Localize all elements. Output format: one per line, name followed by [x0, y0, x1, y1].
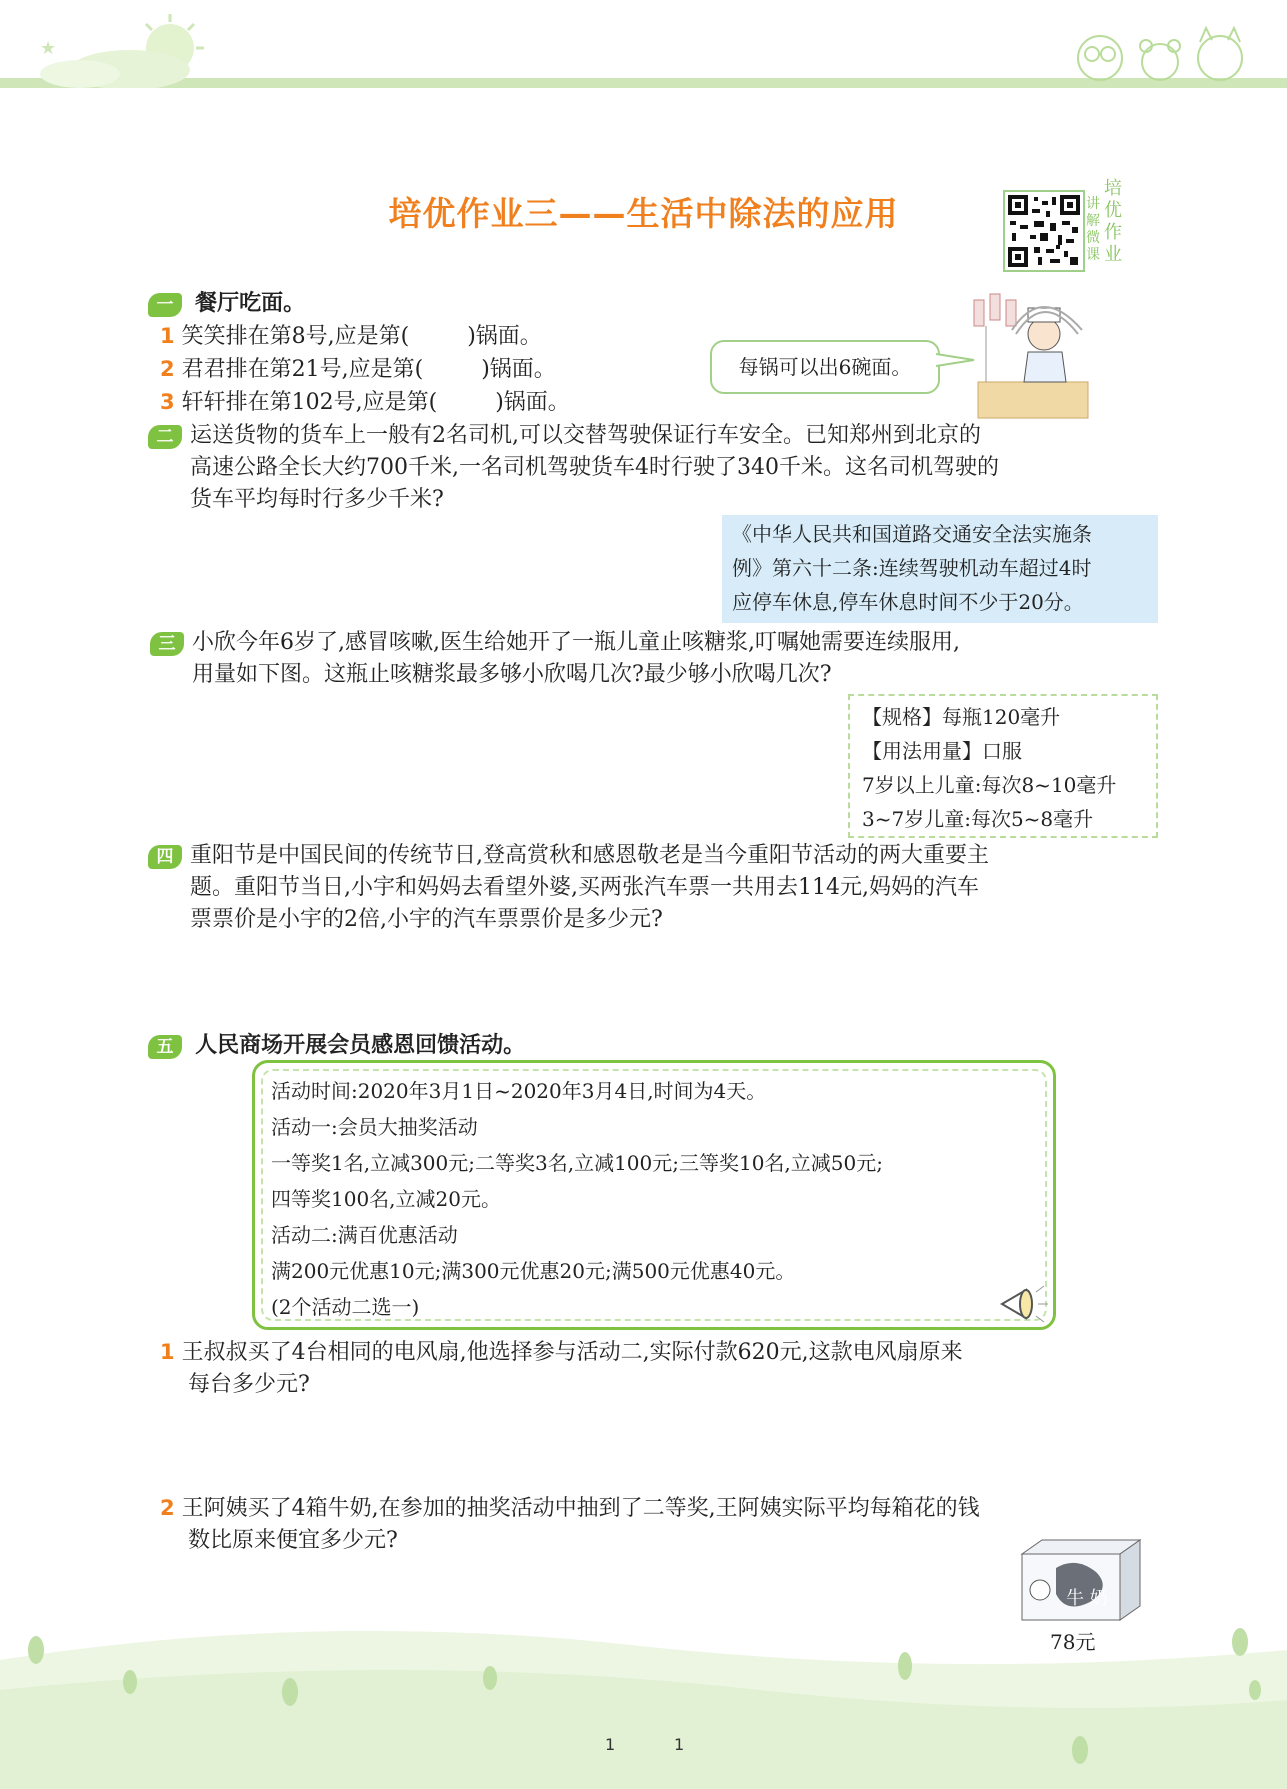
section-3-text [192, 627, 1172, 691]
svg-text:★: ★ [40, 38, 57, 59]
animals-decoration [1060, 14, 1260, 84]
item-text: )锅面。 [467, 324, 542, 349]
item-number: 2 [160, 357, 175, 381]
note-line: 《中华人民共和国道路交通安全法实施条 [732, 522, 1092, 546]
label-line: 3~7岁儿童:每次5~8毫升 [862, 807, 1094, 831]
promo-line: 活动一:会员大抽奖活动 [271, 1115, 478, 1139]
paragraph-line: 重阳节是中国民间的传统节日,登高赏秋和感恩敬老是当今重阳节活动的两大重要主 [190, 843, 989, 868]
item-number: 1 [160, 1340, 175, 1364]
paragraph-line: 高速公路全长大约700千米,一名司机驾驶货车4时行驶了340千米。这名司机驾驶的 [190, 455, 999, 480]
section-2-badge-wrap [148, 425, 182, 449]
section-title: 餐厅吃面。 [195, 291, 306, 316]
item-text: )锅面。 [495, 390, 570, 415]
section-5-header [148, 1028, 525, 1059]
item-number: 2 [160, 1496, 175, 1520]
promotion-text [271, 1073, 1037, 1325]
section-badge: 三 [150, 632, 184, 656]
paragraph-line: 王阿姨买了4箱牛奶,在参加的抽奖活动中抽到了二等奖,王阿姨实际平均每箱花的钱 [181, 1496, 980, 1521]
qr-subcaption-char: 解 [1086, 213, 1100, 229]
section-title: 人民商场开展会员感恩回馈活动。 [195, 1033, 526, 1058]
promo-line: 四等奖100名,立减20元。 [271, 1187, 501, 1211]
milk-label: 牛 奶 [1066, 1588, 1108, 1609]
promo-line: (2个活动二选一) [271, 1295, 420, 1319]
page-title: 培优作业三——生活中除法的应用 [388, 194, 899, 233]
qr-subcaption-char: 讲 [1086, 196, 1100, 212]
paragraph-line: 每台多少元? [188, 1372, 310, 1397]
sun-cloud-decoration [20, 8, 210, 88]
note-line: 应停车休息,停车休息时间不少于20分。 [732, 590, 1084, 614]
paragraph-line: 运送货物的货车上一般有2名司机,可以交替驾驶保证行车安全。已知郑州到北京的 [190, 423, 981, 448]
section-4-badge-wrap [148, 845, 182, 869]
paragraph-line: 数比原来便宜多少元? [188, 1528, 398, 1553]
section-3-badge-wrap [150, 632, 184, 656]
qr-subcaption-char: 课 [1086, 247, 1100, 263]
paragraph-line: 货车平均每时行多少千米? [190, 487, 444, 512]
qr-caption [1104, 178, 1124, 266]
promo-line: 活动二:满百优惠活动 [271, 1223, 458, 1247]
label-line: 【规格】每瓶120毫升 [862, 705, 1061, 729]
section-badge: 一 [148, 293, 182, 317]
bubble-tail [936, 350, 976, 370]
speech-bubble: 每锅可以出6碗面。 [710, 340, 940, 394]
chef-illustration [972, 290, 1092, 420]
page-number-left: 1 [605, 1735, 616, 1754]
question-5-1 [160, 1336, 1170, 1401]
section-badge: 四 [148, 845, 182, 869]
section-1-header [148, 286, 305, 317]
promotion-box [252, 1060, 1056, 1330]
note-line: 例》第六十二条:连续驾驶机动车超过4时 [732, 556, 1092, 580]
medicine-label [848, 694, 1158, 838]
item-number: 3 [160, 390, 175, 414]
paragraph-line: 小欣今年6岁了,感冒咳嗽,医生给她开了一瓶儿童止咳糖浆,叮嘱她需要连续服用, [192, 630, 960, 655]
list-item [160, 386, 570, 419]
list-item [160, 320, 570, 353]
megaphone-icon [992, 1278, 1052, 1330]
item-text: )锅面。 [481, 357, 556, 382]
section-badge: 五 [148, 1035, 182, 1059]
promo-line: 一等奖1名,立减300元;二等奖3名,立减100元;三等奖10名,立减50元; [271, 1151, 883, 1175]
label-line: 7岁以上儿童:每次8~10毫升 [862, 773, 1117, 797]
section-4-text [190, 840, 1170, 936]
qr-caption-char: 培 [1104, 178, 1122, 199]
page-number-right: 1 [674, 1735, 685, 1754]
law-note [722, 515, 1158, 623]
item-text: 君君排在第21号,应是第( [181, 357, 424, 382]
qr-caption-char: 优 [1104, 200, 1122, 221]
qr-subcaption [1086, 196, 1104, 264]
section-2-text [190, 420, 1170, 516]
list-item [160, 353, 570, 386]
paragraph-line: 王叔叔买了4台相同的电风扇,他选择参与活动二,实际付款620元,这款电风扇原来 [181, 1340, 963, 1365]
label-line: 【用法用量】口服 [862, 739, 1022, 763]
paragraph-line: 用量如下图。这瓶止咳糖浆最多够小欣喝几次?最少够小欣喝几次? [192, 662, 832, 687]
section-badge: 二 [148, 425, 182, 449]
milk-price: 78元 [1050, 1630, 1096, 1654]
landscape-decoration [0, 1620, 1287, 1789]
section-1-items [160, 320, 570, 419]
paragraph-line: 题。重阳节当日,小宇和妈妈去看望外婆,买两张汽车票一共用去114元,妈妈的汽车 [190, 875, 979, 900]
promo-line: 满200元优惠10元;满300元优惠20元;满500元优惠40元。 [271, 1259, 796, 1283]
qr-code[interactable] [1003, 190, 1085, 272]
item-number: 1 [160, 324, 175, 348]
promo-line: 活动时间:2020年3月1日~2020年3月4日,时间为4天。 [271, 1079, 767, 1103]
qr-caption-char: 业 [1104, 244, 1122, 265]
item-text: 笑笑排在第8号,应是第( [181, 324, 410, 349]
qr-code-icon [1008, 195, 1080, 267]
qr-subcaption-char: 微 [1086, 230, 1100, 246]
qr-caption-char: 作 [1104, 222, 1122, 243]
item-text: 轩轩排在第102号,应是第( [181, 390, 438, 415]
paragraph-line: 票票价是小宇的2倍,小宇的汽车票票价是多少元? [190, 907, 663, 932]
